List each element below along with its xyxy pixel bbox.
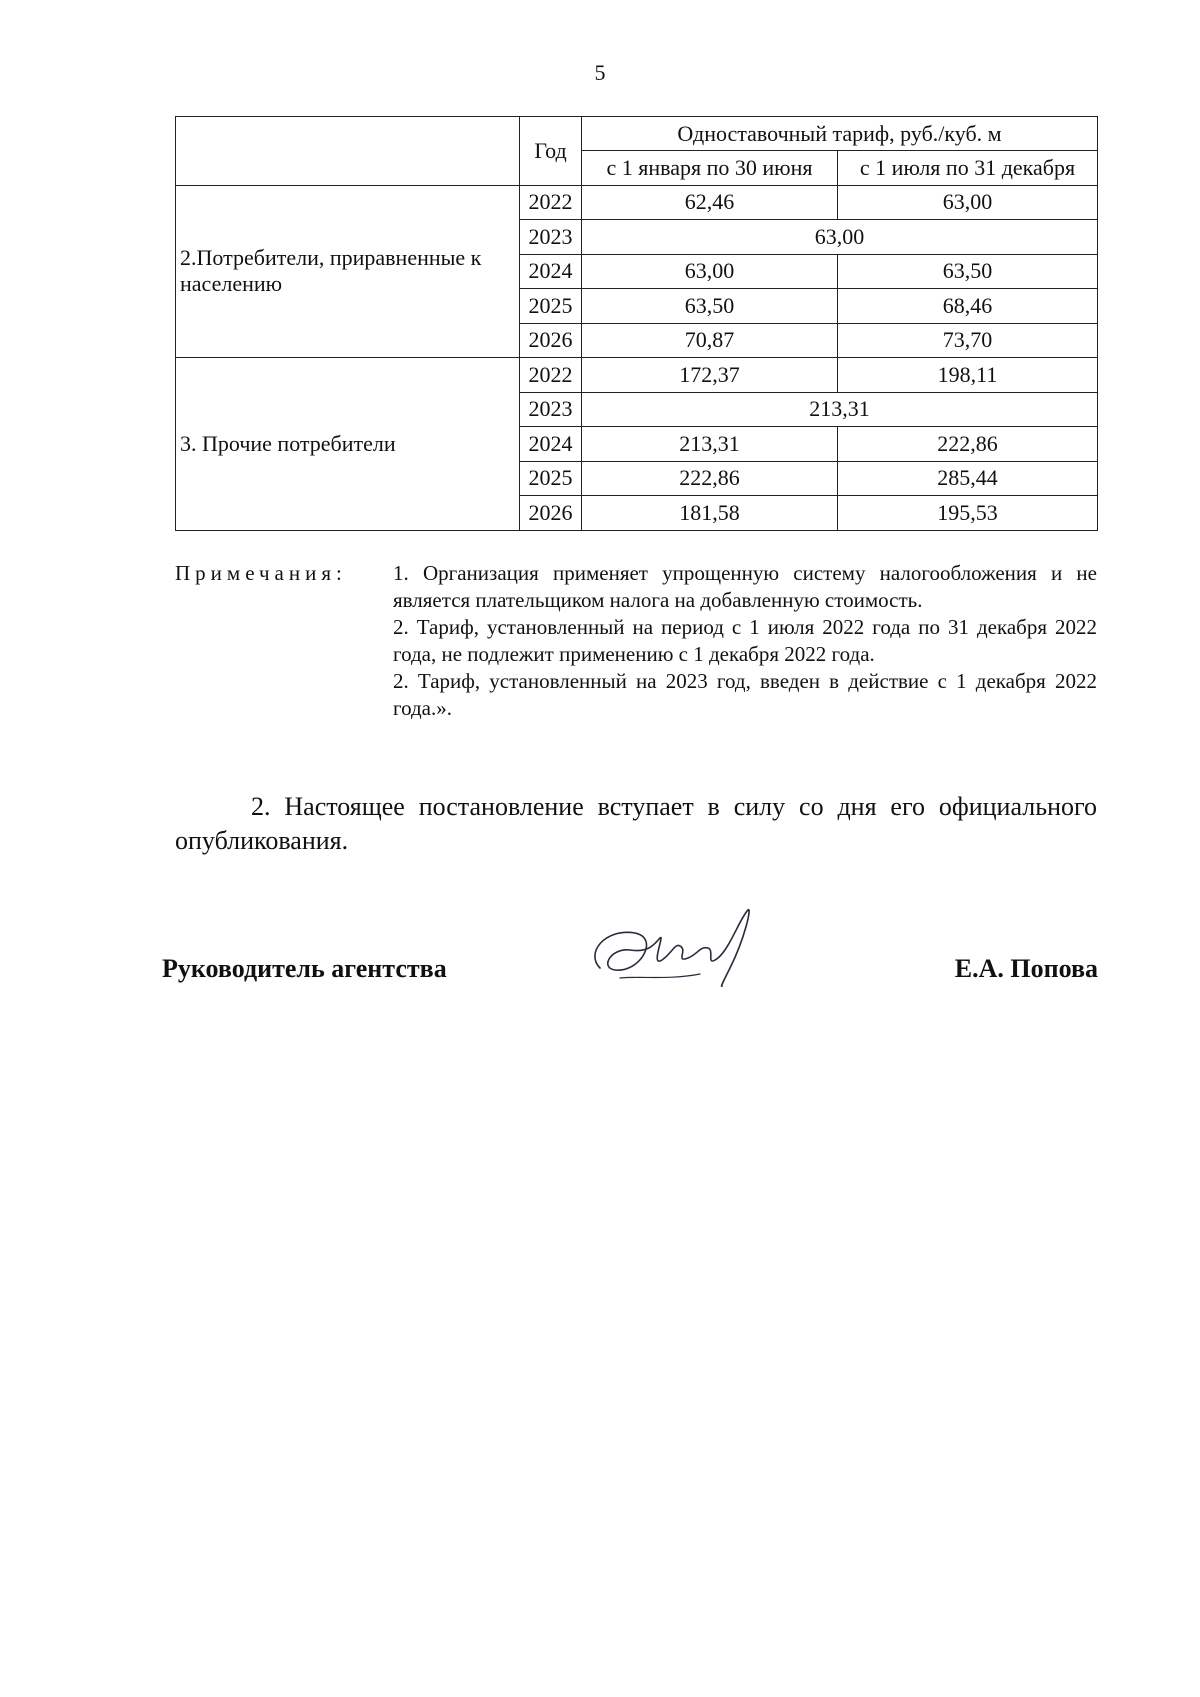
value-cell: 62,46 (582, 185, 838, 220)
value-cell: 63,50 (582, 289, 838, 324)
value-cell: 195,53 (838, 496, 1098, 531)
value-cell: 222,86 (838, 427, 1098, 462)
value-cell: 222,86 (582, 461, 838, 496)
merged-value-cell: 213,31 (582, 392, 1098, 427)
notes-label: Примечания: (175, 561, 347, 585)
value-cell: 70,87 (582, 323, 838, 358)
year-cell: 2023 (520, 392, 582, 427)
value-cell: 63,50 (838, 254, 1098, 289)
year-cell: 2022 (520, 358, 582, 393)
header-period-2: с 1 июля по 31 декабря (838, 151, 1098, 186)
table-row (176, 185, 1098, 220)
value-cell: 285,44 (838, 461, 1098, 496)
year-cell: 2025 (520, 461, 582, 496)
page-number: 5 (594, 60, 606, 85)
year-cell: 2025 (520, 289, 582, 324)
tariff-table (175, 116, 1098, 531)
value-cell: 68,46 (838, 289, 1098, 324)
header-tariff: Одноставочный тариф, руб./куб. м (582, 117, 1098, 151)
year-cell: 2024 (520, 254, 582, 289)
header-year: Год (520, 117, 582, 186)
decree-paragraph (175, 790, 1097, 858)
year-cell: 2023 (520, 220, 582, 255)
group-label: 3. Прочие потребители (176, 358, 520, 531)
year-cell: 2024 (520, 427, 582, 462)
note-item: 2. Тариф, установленный на период с 1 июля 2022 года по 31 декабря 2022 года, не подлежит применению с 1 декабря 2022 года. (393, 615, 1097, 666)
signatory-role: Руководитель агентства (162, 954, 447, 983)
notes-body (393, 560, 1097, 722)
year-cell: 2022 (520, 185, 582, 220)
value-cell: 63,00 (582, 254, 838, 289)
signatory-name: Е.А. Попова (954, 954, 1098, 983)
header-period-1: с 1 января по 30 июня (582, 151, 838, 186)
table-row (176, 358, 1098, 393)
header-empty-cell (176, 117, 520, 186)
group-label: 2.Потребители, приравненные к населению (176, 185, 520, 358)
value-cell: 213,31 (582, 427, 838, 462)
value-cell: 73,70 (838, 323, 1098, 358)
note-item: 1. Организация применяет упрощенную систему налогообложения и не является плательщиком налога на добавленную стоимость. (393, 561, 1097, 612)
merged-value-cell: 63,00 (582, 220, 1098, 255)
value-cell: 181,58 (582, 496, 838, 531)
year-cell: 2026 (520, 323, 582, 358)
note-item: 2. Тариф, установленный на 2023 год, введен в действие с 1 декабря 2022 года.». (393, 669, 1097, 720)
handwritten-signature (580, 898, 770, 998)
value-cell: 172,37 (582, 358, 838, 393)
decree-text: 2. Настоящее постановление вступает в силу со дня его официального опубликования. (175, 792, 1097, 855)
value-cell: 198,11 (838, 358, 1098, 393)
value-cell: 63,00 (838, 185, 1098, 220)
year-cell: 2026 (520, 496, 582, 531)
